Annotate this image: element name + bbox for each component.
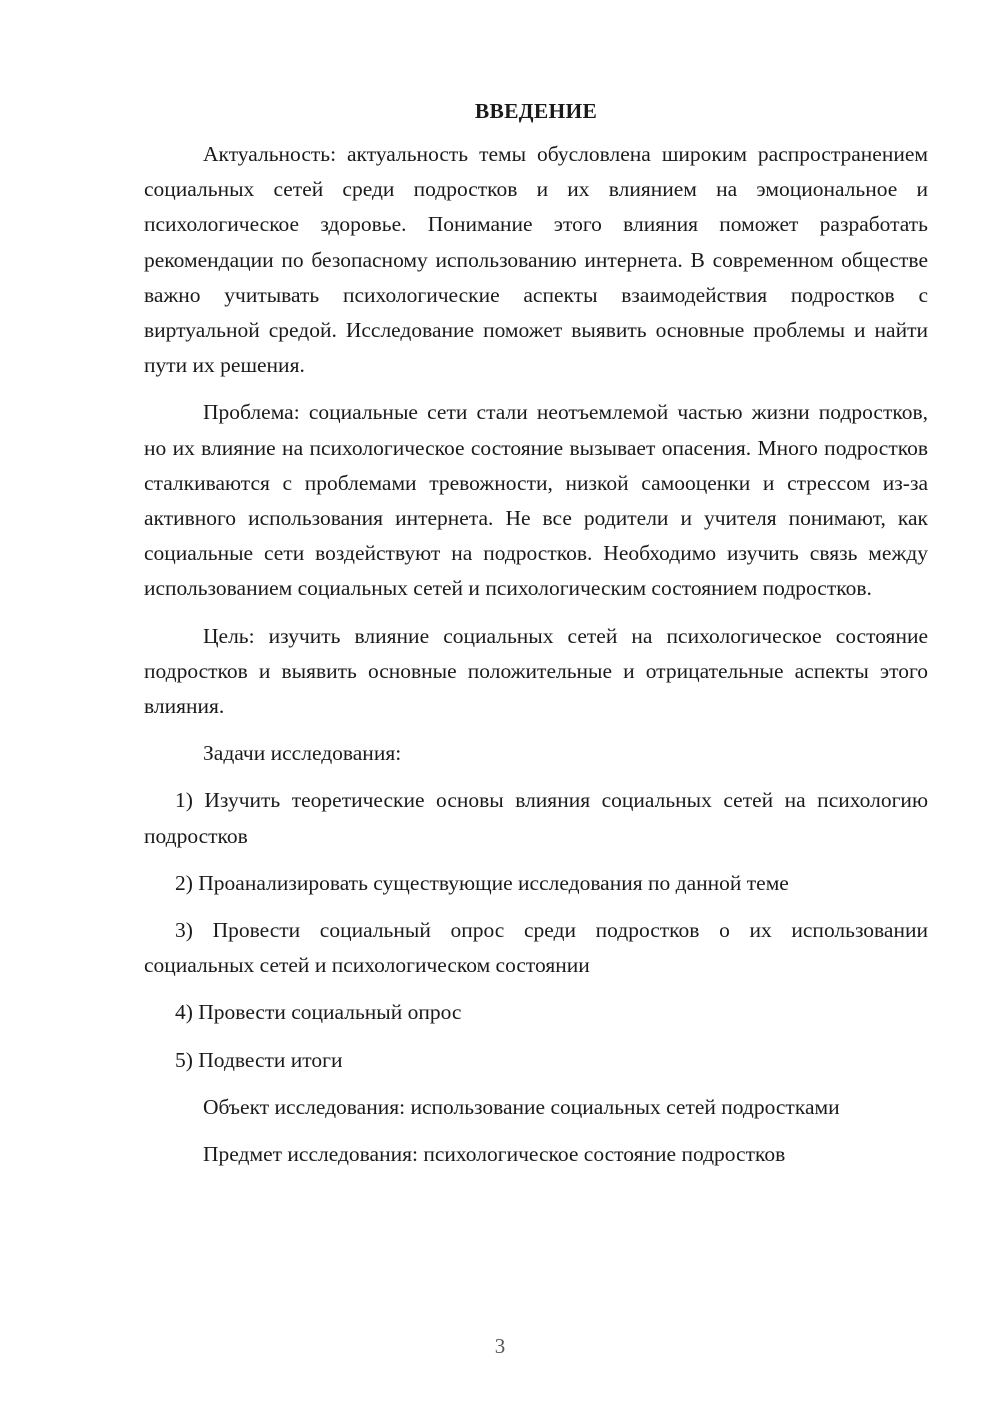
page-content [144, 97, 928, 1184]
relevance-paragraph: Актуальность: актуальность темы обусловлена широким распространением социальных сетей среди подростков и их влиянием на эмоциональное и психологическое здоровье. Понимание этого влияния поможет разработать рекомендации по безопасному использованию интернета. В современном обществе важно учитывать психологические аспекты взаимодействия подростков с виртуальной средой. Исследование поможет выявить основные проблемы и найти пути их решения. [144, 142, 928, 378]
task-item-3: 3) Провести социальный опрос среди подростков о их использовании социальных сетей и психологическом состоянии [144, 918, 928, 978]
tasks-heading: Задачи исследования: [203, 741, 402, 766]
task-item-4: 4) Провести социальный опрос [175, 1000, 462, 1025]
object-paragraph: Объект исследования: использование социальных сетей подростками [203, 1094, 840, 1119]
page-number: 3 [494, 1334, 506, 1358]
page-title: ВВЕДЕНИЕ [474, 99, 598, 123]
problem-paragraph: Проблема: социальные сети стали неотъемлемой частью жизни подростков, но их влияние на психологическое состояние вызывает опасения. Много подростков сталкиваются с проблемами тревожности, низкой самооценки и стрессом из-за активного использования интернета. Не все родители и учителя понимают, как социальные сети воздействуют на подростков. Необходимо изучить связь между использованием социальных сетей и психологическим состоянием подростков. [144, 400, 928, 601]
subject-paragraph: Предмет исследования: психологическое состояние подростков [203, 1142, 786, 1167]
task-item-1: 1) Изучить теоретические основы влияния социальных сетей на психологию подростков [144, 788, 928, 848]
goal-paragraph: Цель: изучить влияние социальных сетей на психологическое состояние подростков и выявить основные положительные и отрицательные аспекты этого влияния. [144, 623, 928, 719]
task-item-5: 5) Подвести итоги [175, 1047, 343, 1072]
task-item-2: 2) Проанализировать существующие исследования по данной теме [175, 870, 789, 895]
